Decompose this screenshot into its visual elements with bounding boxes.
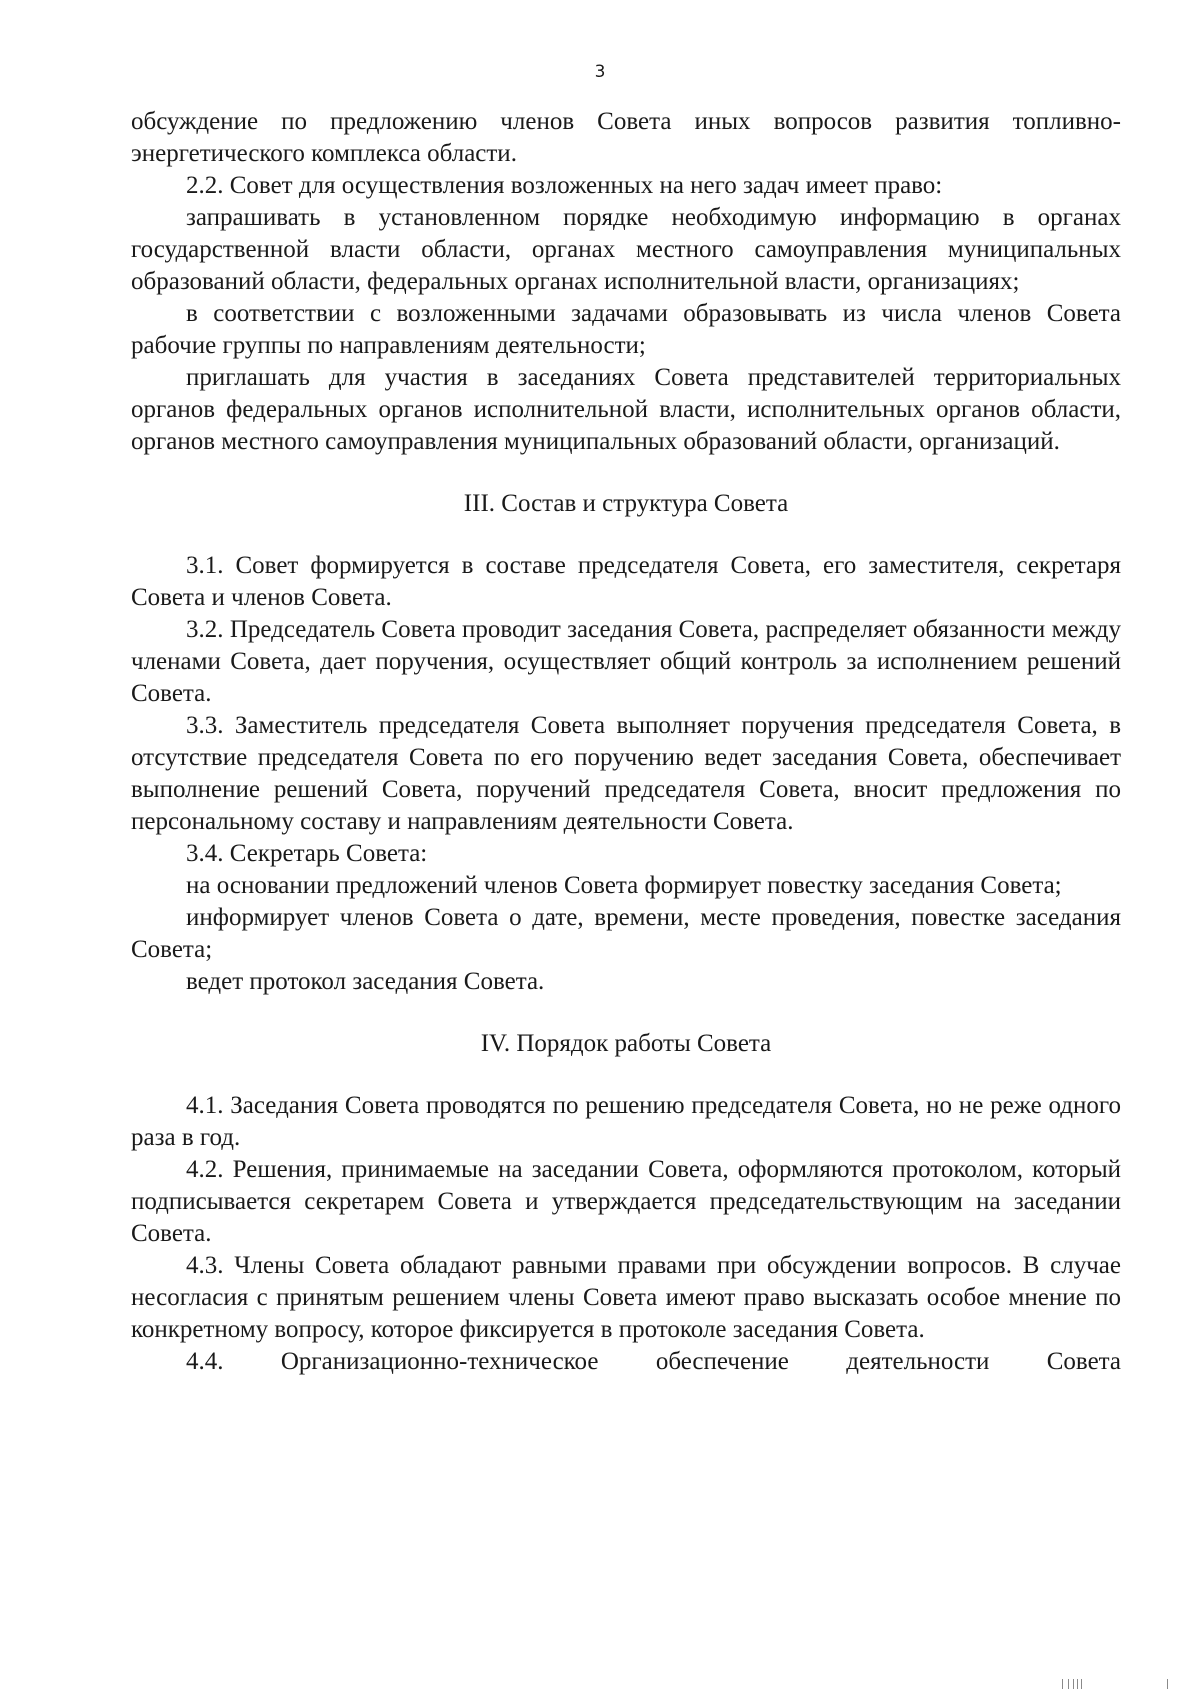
page-number: 3 (594, 62, 606, 82)
scan-edge-marks (1062, 1677, 1172, 1689)
paragraph-right-request-info: запрашивать в установленном порядке необходимую информацию в органах государственной власти области, органах местного самоуправления муниципальных образований области, федеральных органах исполнительной власти, организациях; (131, 204, 1121, 295)
section-heading-iv: IV. Порядок работы Совета (480, 1030, 772, 1057)
document-body (131, 106, 1121, 1378)
paragraph-4-1: 4.1. Заседания Совета проводятся по решению председателя Совета, но не реже одного раза в год. (131, 1092, 1121, 1151)
section-heading-iii: III. Состав и структура Совета (463, 490, 789, 517)
paragraph-2-2: 2.2. Совет для осуществления возложенных на него задач имеет право: (186, 172, 943, 199)
paragraph-3-1: 3.1. Совет формируется в составе председателя Совета, его заместителя, секретаря Совета и членов Совета. (131, 552, 1121, 611)
paragraph-right-working-groups: в соответствии с возложенными задачами образовывать из числа членов Совета рабочие группы по направлениям деятельности; (131, 300, 1121, 359)
paragraph-4-4: 4.4. Организационно-техническое обеспечение деятельности Совета (186, 1348, 1121, 1375)
paragraph-secretary-agenda: на основании предложений членов Совета формирует повестку заседания Совета; (186, 872, 1062, 899)
paragraph-right-invite: приглашать для участия в заседаниях Совета представителей территориальных органов федеральных органов исполнительной власти, исполнительных органов области, органов местного самоуправления муниципальных образований области, организаций. (131, 364, 1121, 455)
paragraph-4-3: 4.3. Члены Совета обладают равными правами при обсуждении вопросов. В случае несогласия с принятым решением члены Совета имеют право высказать особое мнение по конкретному вопросу, которое фиксируется в протоколе заседания Совета. (131, 1252, 1121, 1343)
paragraph-4-2: 4.2. Решения, принимаемые на заседании Совета, оформляются протоколом, который подписывается секретарем Совета и утверждается председательствующим на заседании Совета. (131, 1156, 1121, 1247)
paragraph-secretary-protocol: ведет протокол заседания Совета. (186, 968, 545, 995)
paragraph-3-3: 3.3. Заместитель председателя Совета выполняет поручения председателя Совета, в отсутствие председателя Совета по его поручению ведет заседания Совета, обеспечивает выполнение решений Совета, поручений председателя Совета, вносит предложения по персональному составу и направлениям деятельности Совета. (131, 712, 1121, 835)
paragraph-3-2: 3.2. Председатель Совета проводит заседания Совета, распределяет обязанности между членами Совета, дает поручения, осуществляет общий контроль за исполнением решений Совета. (131, 616, 1121, 707)
paragraph-secretary-inform: информирует членов Совета о дате, времени, месте проведения, повестке заседания Совета; (131, 904, 1121, 963)
paragraph-continuation: обсуждение по предложению членов Совета иных вопросов развития топливно-энергетического комплекса области. (131, 108, 1121, 167)
paragraph-3-4: 3.4. Секретарь Совета: (186, 840, 428, 867)
